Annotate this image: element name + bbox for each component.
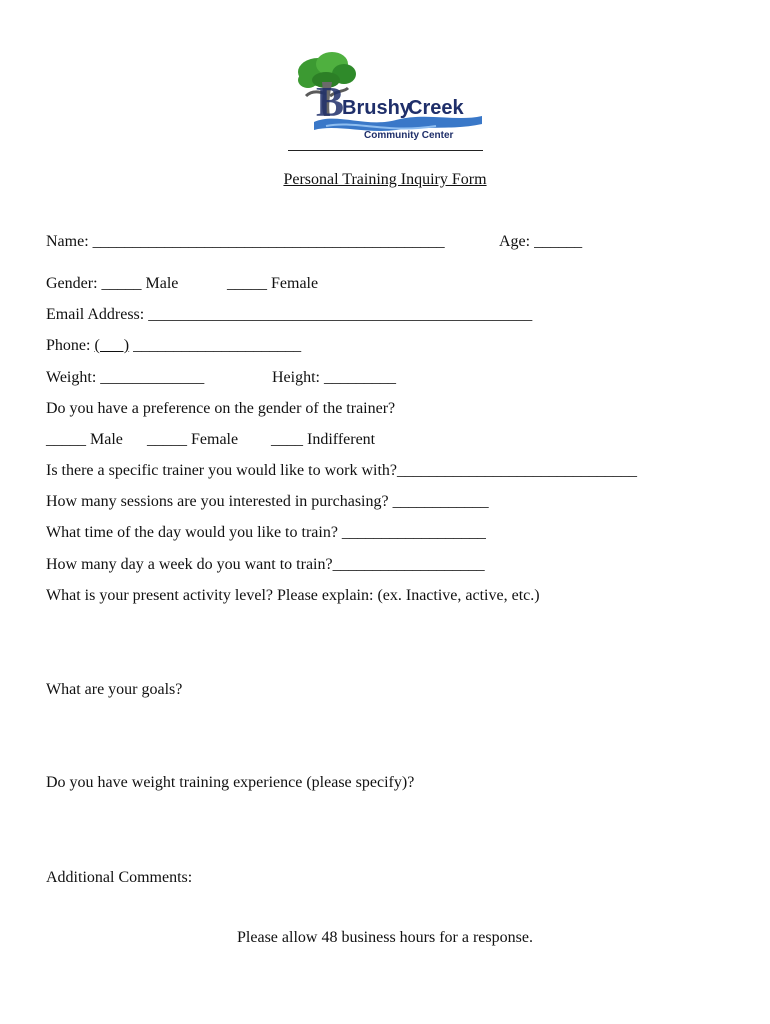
brushy-creek-logo [286, 50, 486, 150]
pref-female-option[interactable]: _____ Female [147, 431, 239, 448]
form-title: Personal Training Inquiry Form [283, 171, 487, 188]
logo-divider [288, 150, 483, 151]
gender-male-option[interactable]: Gender: _____ Male [46, 275, 179, 292]
brand-word-1: Brushy [342, 97, 411, 119]
name-field[interactable]: Name: ____________________________________________ [46, 233, 445, 250]
brand-subtitle: Community Center [364, 130, 454, 141]
activity-level-question[interactable]: What is your present activity level? Please explain: (ex. Inactive, active, etc.) [46, 587, 540, 604]
time-of-day-field[interactable]: What time of the day would you like to train? __________________ [46, 524, 486, 541]
weight-field[interactable]: Weight: _____________ [46, 369, 205, 386]
age-field[interactable]: Age: ______ [499, 233, 583, 250]
pref-male-option[interactable]: _____ Male [46, 431, 123, 448]
svg-text:B: B [316, 80, 345, 126]
phone-label: Phone: [46, 337, 95, 354]
pref-indifferent-option[interactable]: ____ Indifferent [271, 431, 376, 448]
sessions-field[interactable]: How many sessions are you interested in purchasing? ____________ [46, 493, 489, 510]
specific-trainer-field[interactable]: Is there a specific trainer you would like to work with?______________________________ [46, 462, 637, 479]
phone-number[interactable]: _____________________ [129, 337, 302, 354]
days-per-week-field[interactable]: How many day a week do you want to train?___________________ [46, 556, 485, 573]
gender-female-option[interactable]: _____ Female [227, 275, 319, 292]
height-field[interactable]: Height: _________ [272, 369, 396, 386]
additional-comments-label[interactable]: Additional Comments: [46, 869, 193, 886]
brand-word-2: Creek [408, 97, 464, 119]
goals-question[interactable]: What are your goals? [46, 681, 183, 698]
response-time-note: Please allow 48 business hours for a response. [237, 929, 533, 946]
trainer-gender-question: Do you have a preference on the gender of the trainer? [46, 400, 396, 417]
weight-experience-question[interactable]: Do you have weight training experience (please specify)? [46, 774, 415, 791]
email-field[interactable]: Email Address: ________________________________________________ [46, 306, 533, 323]
phone-area-code[interactable]: ( __ ) [94, 337, 130, 354]
phone-field[interactable] [46, 336, 301, 356]
